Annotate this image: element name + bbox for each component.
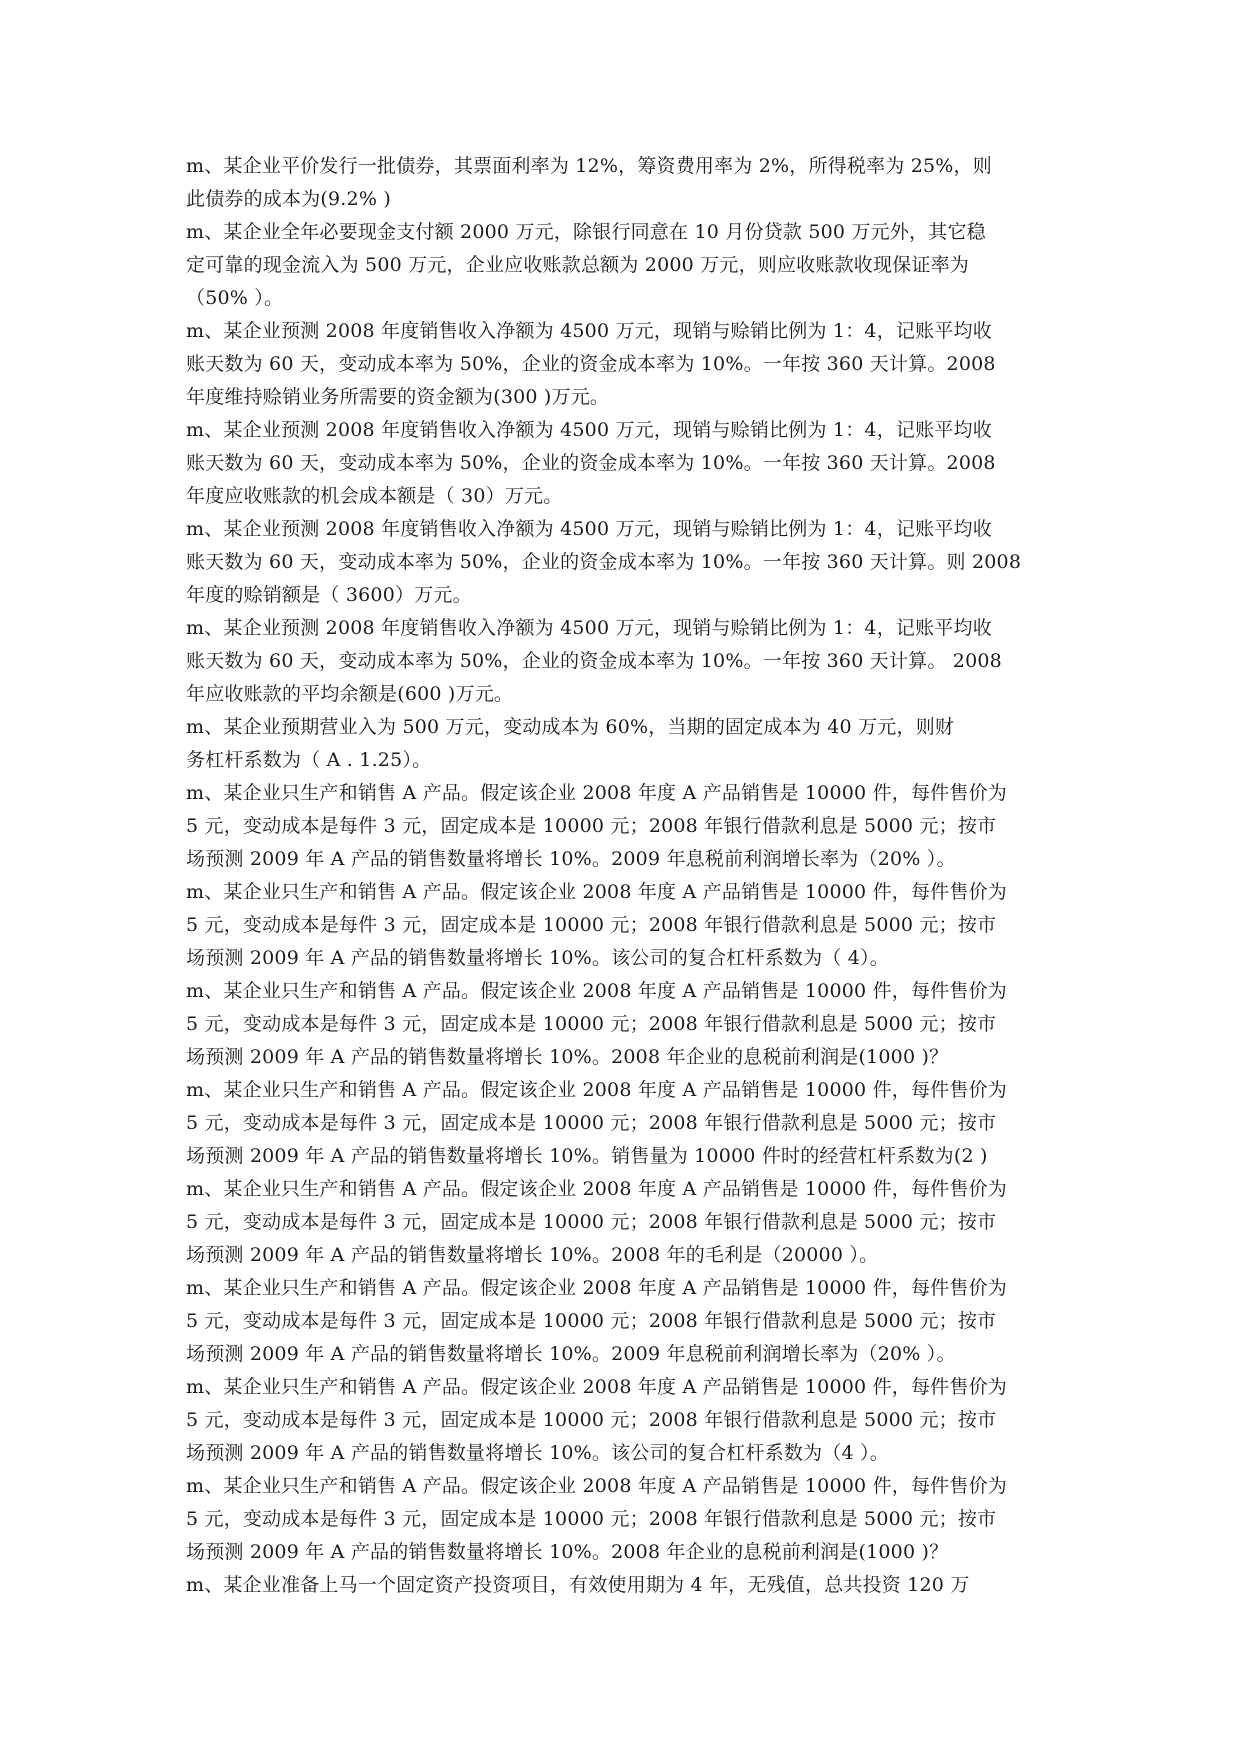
- text-line: 年应收账款的平均余额是(600 )万元。: [186, 683, 514, 705]
- text-line: m、某企业只生产和销售 A 产品。假定该企业 2008 年度 A 产品销售是 10000 件，每件售价为: [186, 1277, 1007, 1299]
- text-line: 年度的赊销额是（ 3600）万元。: [186, 584, 472, 606]
- text-line: 5 元，变动成本是每件 3 元，固定成本是 10000 元；2008 年银行借款利息是 5000 元；按市: [186, 1112, 997, 1134]
- text-line: m、某企业只生产和销售 A 产品。假定该企业 2008 年度 A 产品销售是 10000 件，每件售价为: [186, 1376, 1007, 1398]
- text-line: m、某企业预测 2008 年度销售收入净额为 4500 万元，现销与赊销比例为 1：4，记账平均收: [186, 617, 992, 639]
- text-line: 场预测 2009 年 A 产品的销售数量将增长 10%。2009 年息税前利润增长率为（20% ）。: [186, 848, 956, 870]
- text-line: 5 元，变动成本是每件 3 元，固定成本是 10000 元；2008 年银行借款利息是 5000 元；按市: [186, 1310, 997, 1332]
- text-line: 场预测 2009 年 A 产品的销售数量将增长 10%。销售量为 10000 件时的经营杠杆系数为(2 ): [186, 1145, 988, 1167]
- text-line: 场预测 2009 年 A 产品的销售数量将增长 10%。2009 年息税前利润增长率为（20% ）。: [186, 1343, 956, 1365]
- text-line: 账天数为 60 天，变动成本率为 50%，企业的资金成本率为 10%。一年按 360 天计算。2008: [186, 353, 996, 375]
- text-line: m、某企业只生产和销售 A 产品。假定该企业 2008 年度 A 产品销售是 10000 件，每件售价为: [186, 1079, 1007, 1101]
- text-line: 务杠杆系数为（ A . 1.25）。: [186, 749, 432, 771]
- text-line: 账天数为 60 天，变动成本率为 50%，企业的资金成本率为 10%。一年按 360 天计算。 2008: [186, 650, 1002, 672]
- text-line: 场预测 2009 年 A 产品的销售数量将增长 10%。2008 年企业的息税前利润是(1000 )？: [186, 1046, 949, 1068]
- text-line: 5 元，变动成本是每件 3 元，固定成本是 10000 元；2008 年银行借款利息是 5000 元；按市: [186, 1508, 997, 1530]
- text-line: 场预测 2009 年 A 产品的销售数量将增长 10%。该公司的复合杠杆系数为（ 4）。: [186, 947, 889, 969]
- text-line: m、某企业平价发行一批债券，其票面利率为 12%，筹资费用率为 2%，所得税率为 25%，则: [186, 155, 992, 177]
- text-line: 定可靠的现金流入为 500 万元，企业应收账款总额为 2000 万元，则应收账款收现保证率为: [186, 254, 969, 276]
- text-line: m、某企业预测 2008 年度销售收入净额为 4500 万元，现销与赊销比例为 1：4，记账平均收: [186, 320, 992, 342]
- text-line: 场预测 2009 年 A 产品的销售数量将增长 10%。2008 年企业的息税前利润是(1000 )？: [186, 1541, 949, 1563]
- text-line: 场预测 2009 年 A 产品的销售数量将增长 10%。2008 年的毛利是（20000 ）。: [186, 1244, 879, 1266]
- text-line: 5 元，变动成本是每件 3 元，固定成本是 10000 元；2008 年银行借款利息是 5000 元；按市: [186, 815, 997, 837]
- text-line: 5 元，变动成本是每件 3 元，固定成本是 10000 元；2008 年银行借款利息是 5000 元；按市: [186, 1013, 997, 1035]
- text-line: 账天数为 60 天，变动成本率为 50%，企业的资金成本率为 10%。一年按 360 天计算。2008: [186, 452, 996, 474]
- text-line: 账天数为 60 天，变动成本率为 50%，企业的资金成本率为 10%。一年按 360 天计算。则 2008: [186, 551, 1022, 573]
- text-line: m、某企业只生产和销售 A 产品。假定该企业 2008 年度 A 产品销售是 10000 件，每件售价为: [186, 1475, 1007, 1497]
- text-line: m、某企业只生产和销售 A 产品。假定该企业 2008 年度 A 产品销售是 10000 件，每件售价为: [186, 980, 1007, 1002]
- text-line: 此债券的成本为(9.2% ): [186, 188, 391, 210]
- text-line: 年度维持赊销业务所需要的资金额为(300 )万元。: [186, 386, 610, 408]
- text-line: m、某企业准备上马一个固定资产投资项目，有效使用期为 4 年，无残值，总共投资 120 万: [186, 1574, 970, 1596]
- text-line: m、某企业全年必要现金支付额 2000 万元，除银行同意在 10 月份贷款 500 万元外，其它稳: [186, 221, 986, 243]
- text-line: m、某企业预测 2008 年度销售收入净额为 4500 万元，现销与赊销比例为 1：4，记账平均收: [186, 518, 992, 540]
- text-line: 年度应收账款的机会成本额是（ 30）万元。: [186, 485, 563, 507]
- text-line: 5 元，变动成本是每件 3 元，固定成本是 10000 元；2008 年银行借款利息是 5000 元；按市: [186, 914, 997, 936]
- text-line: m、某企业预期营业入为 500 万元，变动成本为 60%，当期的固定成本为 40 万元，则财: [186, 716, 955, 738]
- text-line: m、某企业预测 2008 年度销售收入净额为 4500 万元，现销与赊销比例为 1：4，记账平均收: [186, 419, 992, 441]
- text-line: 5 元，变动成本是每件 3 元，固定成本是 10000 元；2008 年银行借款利息是 5000 元；按市: [186, 1409, 997, 1431]
- document-page: [186, 150, 1054, 1602]
- text-line: （50% ）。: [186, 287, 284, 309]
- text-line: 场预测 2009 年 A 产品的销售数量将增长 10%。该公司的复合杠杆系数为（4 ）。: [186, 1442, 889, 1464]
- text-line: m、某企业只生产和销售 A 产品。假定该企业 2008 年度 A 产品销售是 10000 件，每件售价为: [186, 782, 1007, 804]
- text-line: m、某企业只生产和销售 A 产品。假定该企业 2008 年度 A 产品销售是 10000 件，每件售价为: [186, 881, 1007, 903]
- text-line: m、某企业只生产和销售 A 产品。假定该企业 2008 年度 A 产品销售是 10000 件，每件售价为: [186, 1178, 1007, 1200]
- text-line: 5 元，变动成本是每件 3 元，固定成本是 10000 元；2008 年银行借款利息是 5000 元；按市: [186, 1211, 997, 1233]
